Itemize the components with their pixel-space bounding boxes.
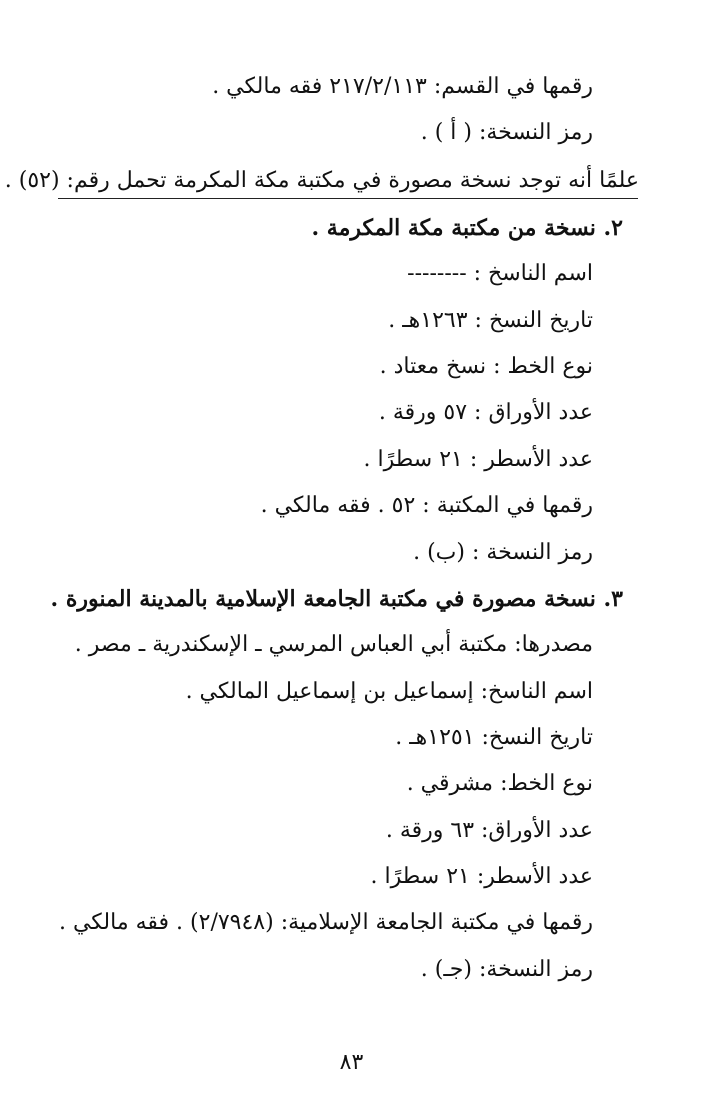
footnote-remark-line: علمًا أنه توجد نسخة مصورة في مكتبة مكة المكرمة تحمل رقم: (٥٢) . (4, 168, 639, 193)
copy-symbol-line: رمز النسخة: ( أ ) . (420, 120, 593, 145)
folio-count-line: عدد الأوراق : ٥٧ ورقة . (378, 400, 593, 425)
manuscript-2-heading: ٢. نسخة من مكتبة مكة المكرمة . (311, 215, 623, 241)
line-count-line: عدد الأسطر: ٢١ سطرًا . (370, 864, 593, 889)
copy-date-line: تاريخ النسخ : ١٢٦٣هـ . (388, 308, 593, 333)
library-number-line: رقمها في المكتبة : ٥٢ . فقه مالكي . (260, 493, 593, 518)
library-number-line: رقمها في مكتبة الجامعة الإسلامية: (٢/٧٩٤٨) . فقه مالكي . (58, 910, 593, 935)
manuscript-3-heading: ٣. نسخة مصورة في مكتبة الجامعة الإسلامية بالمدينة المنورة . (50, 586, 623, 612)
page-number: ٨٣ (339, 1050, 364, 1075)
line-count-line: عدد الأسطر : ٢١ سطرًا . (363, 447, 593, 472)
source-line: مصدرها: مكتبة أبي العباس المرسي ـ الإسكندرية ـ مصر . (74, 632, 593, 657)
script-type-line: نوع الخط : نسخ معتاد . (379, 354, 593, 379)
section-number-line: رقمها في القسم: ٢١٧/٢/١١٣ فقه مالكي . (212, 74, 593, 99)
separator-rule (58, 198, 638, 199)
copy-symbol-line: رمز النسخة : (ب) . (413, 540, 593, 565)
copyist-name-line: اسم الناسخ: إسماعيل بن إسماعيل المالكي . (185, 679, 593, 704)
copy-date-line: تاريخ النسخ: ١٢٥١هـ . (395, 725, 593, 750)
copy-symbol-line: رمز النسخة: (جـ) . (420, 957, 593, 982)
script-type-line: نوع الخط: مشرقي . (406, 771, 593, 796)
copyist-name-line: اسم الناسخ : -------- (407, 261, 593, 286)
folio-count-line: عدد الأوراق: ٦٣ ورقة . (385, 818, 593, 843)
